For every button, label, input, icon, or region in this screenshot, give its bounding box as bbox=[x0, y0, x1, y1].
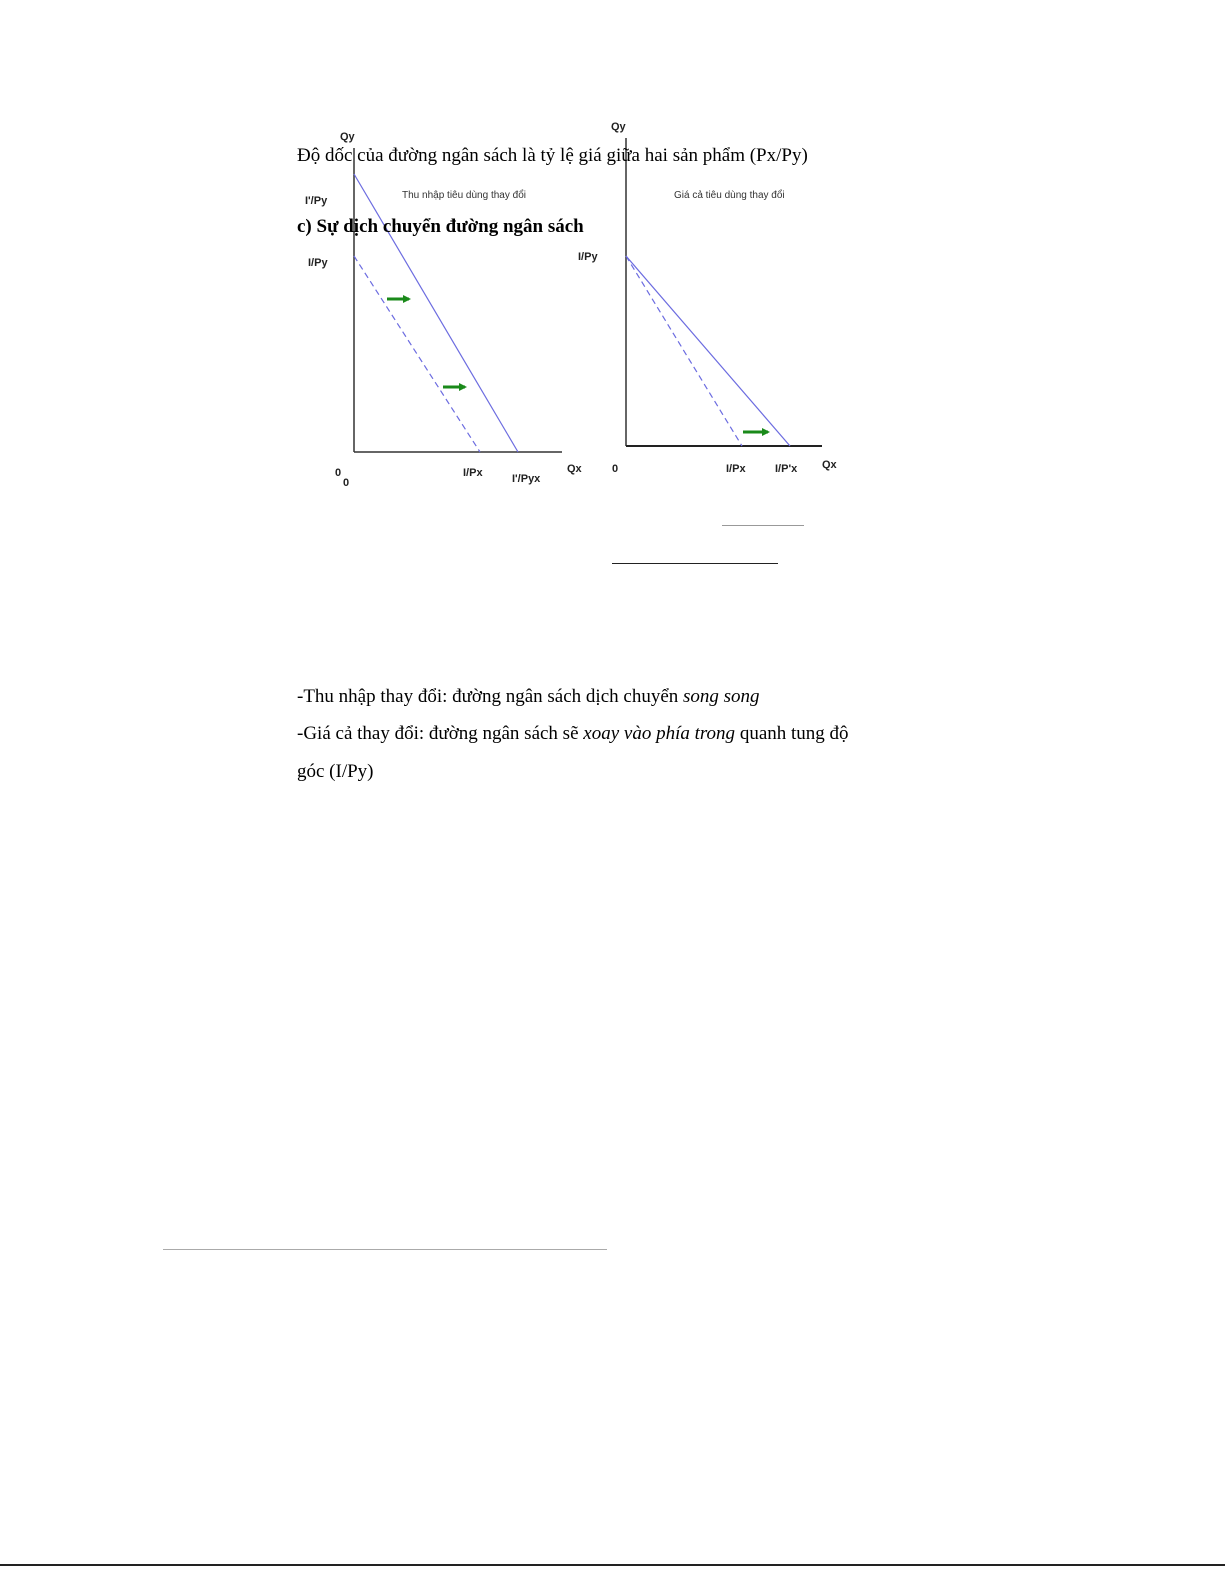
bullet-price-line2: góc (I/Py) bbox=[297, 761, 374, 782]
short-rule-1 bbox=[722, 525, 804, 526]
left-origin-label-1: 0 bbox=[335, 467, 342, 479]
left-y-axis-label: Qy bbox=[340, 131, 355, 143]
right-new-budget-line bbox=[626, 256, 742, 446]
right-x-axis-label: Qx bbox=[822, 459, 837, 471]
left-x-intercept-new-label: I'/Pyx bbox=[512, 473, 541, 485]
right-chart bbox=[578, 121, 838, 475]
right-x-intercept-new-label: I/P'x bbox=[775, 463, 798, 475]
left-x-axis-label: Qx bbox=[567, 463, 582, 475]
left-x-intercept-old-label: I/Px bbox=[463, 467, 483, 479]
bullet-price-suffix: quanh tung độ bbox=[735, 723, 849, 744]
right-y-intercept-label: I/Py bbox=[578, 251, 598, 263]
right-origin-label: 0 bbox=[612, 463, 619, 475]
left-chart-caption: Thu nhập tiêu dùng thay đổi bbox=[402, 190, 526, 201]
slope-sentence: Độ dốc của đường ngân sách là tỷ lệ giá giữa hai sản phẩm (Px/Py) bbox=[297, 145, 808, 166]
right-chart-caption: Giá cả tiêu dùng thay đổi bbox=[674, 190, 785, 201]
right-y-axis-label: Qy bbox=[611, 121, 626, 133]
bullet-price-emphasis: xoay vào phía trong bbox=[583, 723, 736, 744]
section-heading: c) Sự dịch chuyển đường ngân sách bbox=[297, 216, 584, 237]
bullet-income bbox=[297, 687, 760, 706]
left-y-intercept-new-label: I'/Py bbox=[305, 195, 328, 207]
right-old-budget-line bbox=[626, 256, 790, 446]
bullet-income-emphasis: song song bbox=[683, 686, 760, 707]
left-y-intercept-old-label: I/Py bbox=[308, 257, 328, 269]
left-chart bbox=[305, 131, 583, 489]
footnote-separator bbox=[163, 1249, 607, 1250]
bullet-price bbox=[297, 724, 849, 743]
left-old-budget-line bbox=[354, 256, 480, 452]
bullet-price-text: -Giá cả thay đổi: đường ngân sách sẽ bbox=[297, 723, 584, 744]
right-x-intercept-old-label: I/Px bbox=[726, 463, 746, 475]
page-bottom-border bbox=[0, 1564, 1225, 1566]
bullet-income-text: -Thu nhập thay đổi: đường ngân sách dịch chuyển bbox=[297, 686, 684, 707]
left-origin-label-2: 0 bbox=[343, 477, 350, 489]
short-rule-2 bbox=[612, 563, 778, 564]
